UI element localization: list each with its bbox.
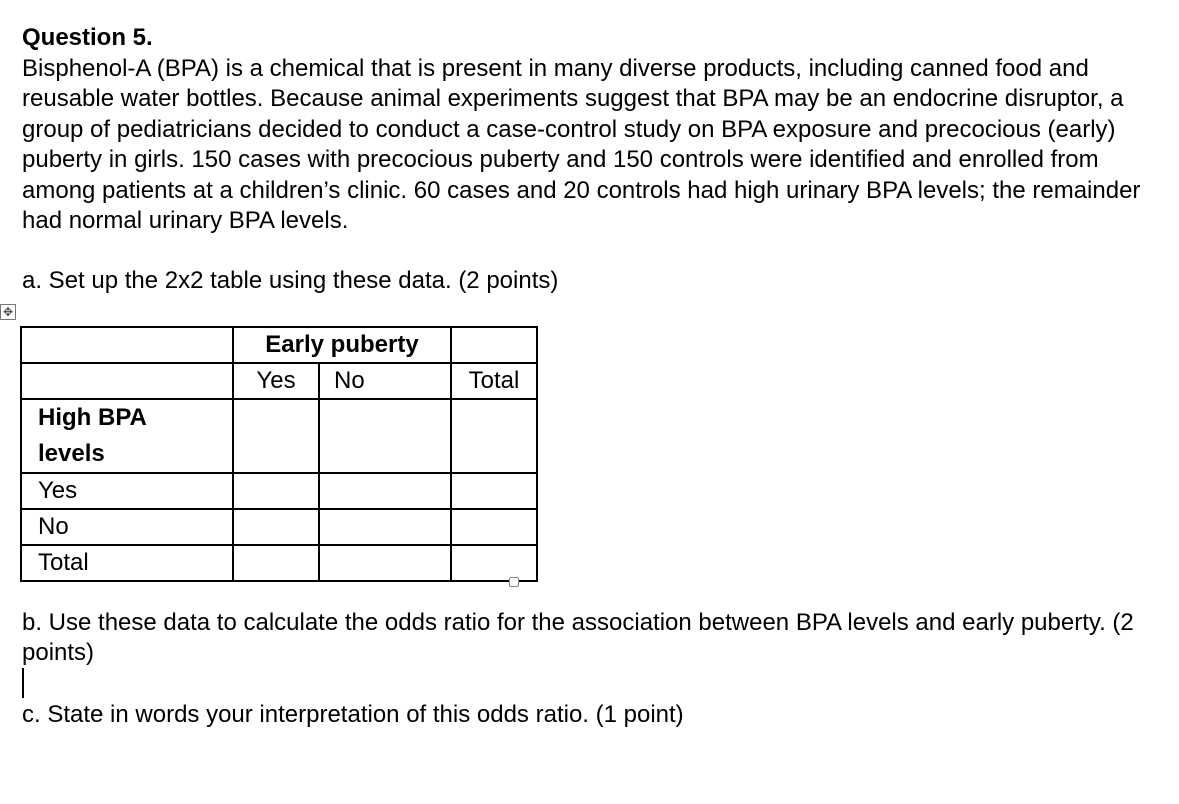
col-total-label: Total	[468, 367, 520, 394]
col-yes-label: Yes	[256, 367, 296, 394]
table-cell-empty[interactable]	[319, 399, 451, 473]
table-row-yes[interactable]	[21, 473, 233, 509]
table-row	[21, 363, 537, 399]
table-col-total[interactable]	[451, 363, 537, 399]
resize-icon[interactable]	[509, 577, 519, 587]
table-row	[21, 399, 537, 473]
question-body: Bisphenol-A (BPA) is a chemical that is present in many diverse products, including canned food and reusable water bottles. Because animal experiments suggest that BPA may be an endocrine disruptor, a group of pediatricians decided to conduct a case-control study on BPA exposure and precocious (early) puberty in girls. 150 cases with precocious puberty and 150 controls were identified and enrolled from among patients at a children’s clinic. 60 cases and 20 controls had high urinary BPA levels; the remainder had normal urinary BPA levels.	[22, 55, 1141, 235]
row-no-label: No	[38, 513, 69, 540]
early-puberty-label: Early puberty	[265, 331, 419, 358]
table-cell-empty[interactable]	[233, 509, 319, 545]
table-col-no[interactable]	[319, 363, 451, 399]
table-row	[21, 509, 537, 545]
table-cell-empty[interactable]	[451, 473, 537, 509]
table-cell-empty[interactable]	[451, 545, 537, 581]
question-block	[22, 22, 1152, 236]
table-header-early-puberty[interactable]	[233, 327, 451, 363]
col-no-label: No	[334, 367, 365, 394]
table-row	[21, 327, 537, 363]
table-cell-empty[interactable]	[233, 399, 319, 473]
row-yes-label: Yes	[38, 477, 78, 504]
table-cell-empty[interactable]	[319, 545, 451, 581]
high-bpa-label: High BPA levels	[38, 404, 146, 467]
row-total-label: Total	[38, 549, 89, 576]
table-cell-empty[interactable]	[451, 327, 537, 363]
table-row	[21, 545, 537, 581]
table-col-yes[interactable]	[233, 363, 319, 399]
table-row-no[interactable]	[21, 509, 233, 545]
table-cell-empty[interactable]	[233, 545, 319, 581]
table-cell-empty[interactable]	[319, 509, 451, 545]
part-b-prompt: b. Use these data to calculate the odds ratio for the association between BPA levels and early puberty. (2 points)	[22, 609, 1134, 666]
table-row-high-bpa[interactable]	[21, 399, 233, 473]
part-a-prompt: a. Set up the 2x2 table using these data. (2 points)	[22, 267, 559, 294]
table-row	[21, 473, 537, 509]
move-icon: ✥	[2, 305, 14, 319]
table-cell-empty[interactable]	[21, 327, 233, 363]
table-cell-empty[interactable]	[451, 399, 537, 473]
table-cell-empty[interactable]	[21, 363, 233, 399]
table-row-total[interactable]	[21, 545, 233, 581]
text-cursor[interactable]	[22, 668, 24, 698]
table-cell-empty[interactable]	[233, 473, 319, 509]
question-title: Question 5.	[22, 24, 153, 51]
part-c-prompt: c. State in words your interpretation of this odds ratio. (1 point)	[22, 701, 684, 728]
table-move-handle[interactable]	[0, 304, 16, 320]
two-by-two-table	[20, 326, 538, 582]
table-cell-empty[interactable]	[451, 509, 537, 545]
table-cell-empty[interactable]	[319, 473, 451, 509]
